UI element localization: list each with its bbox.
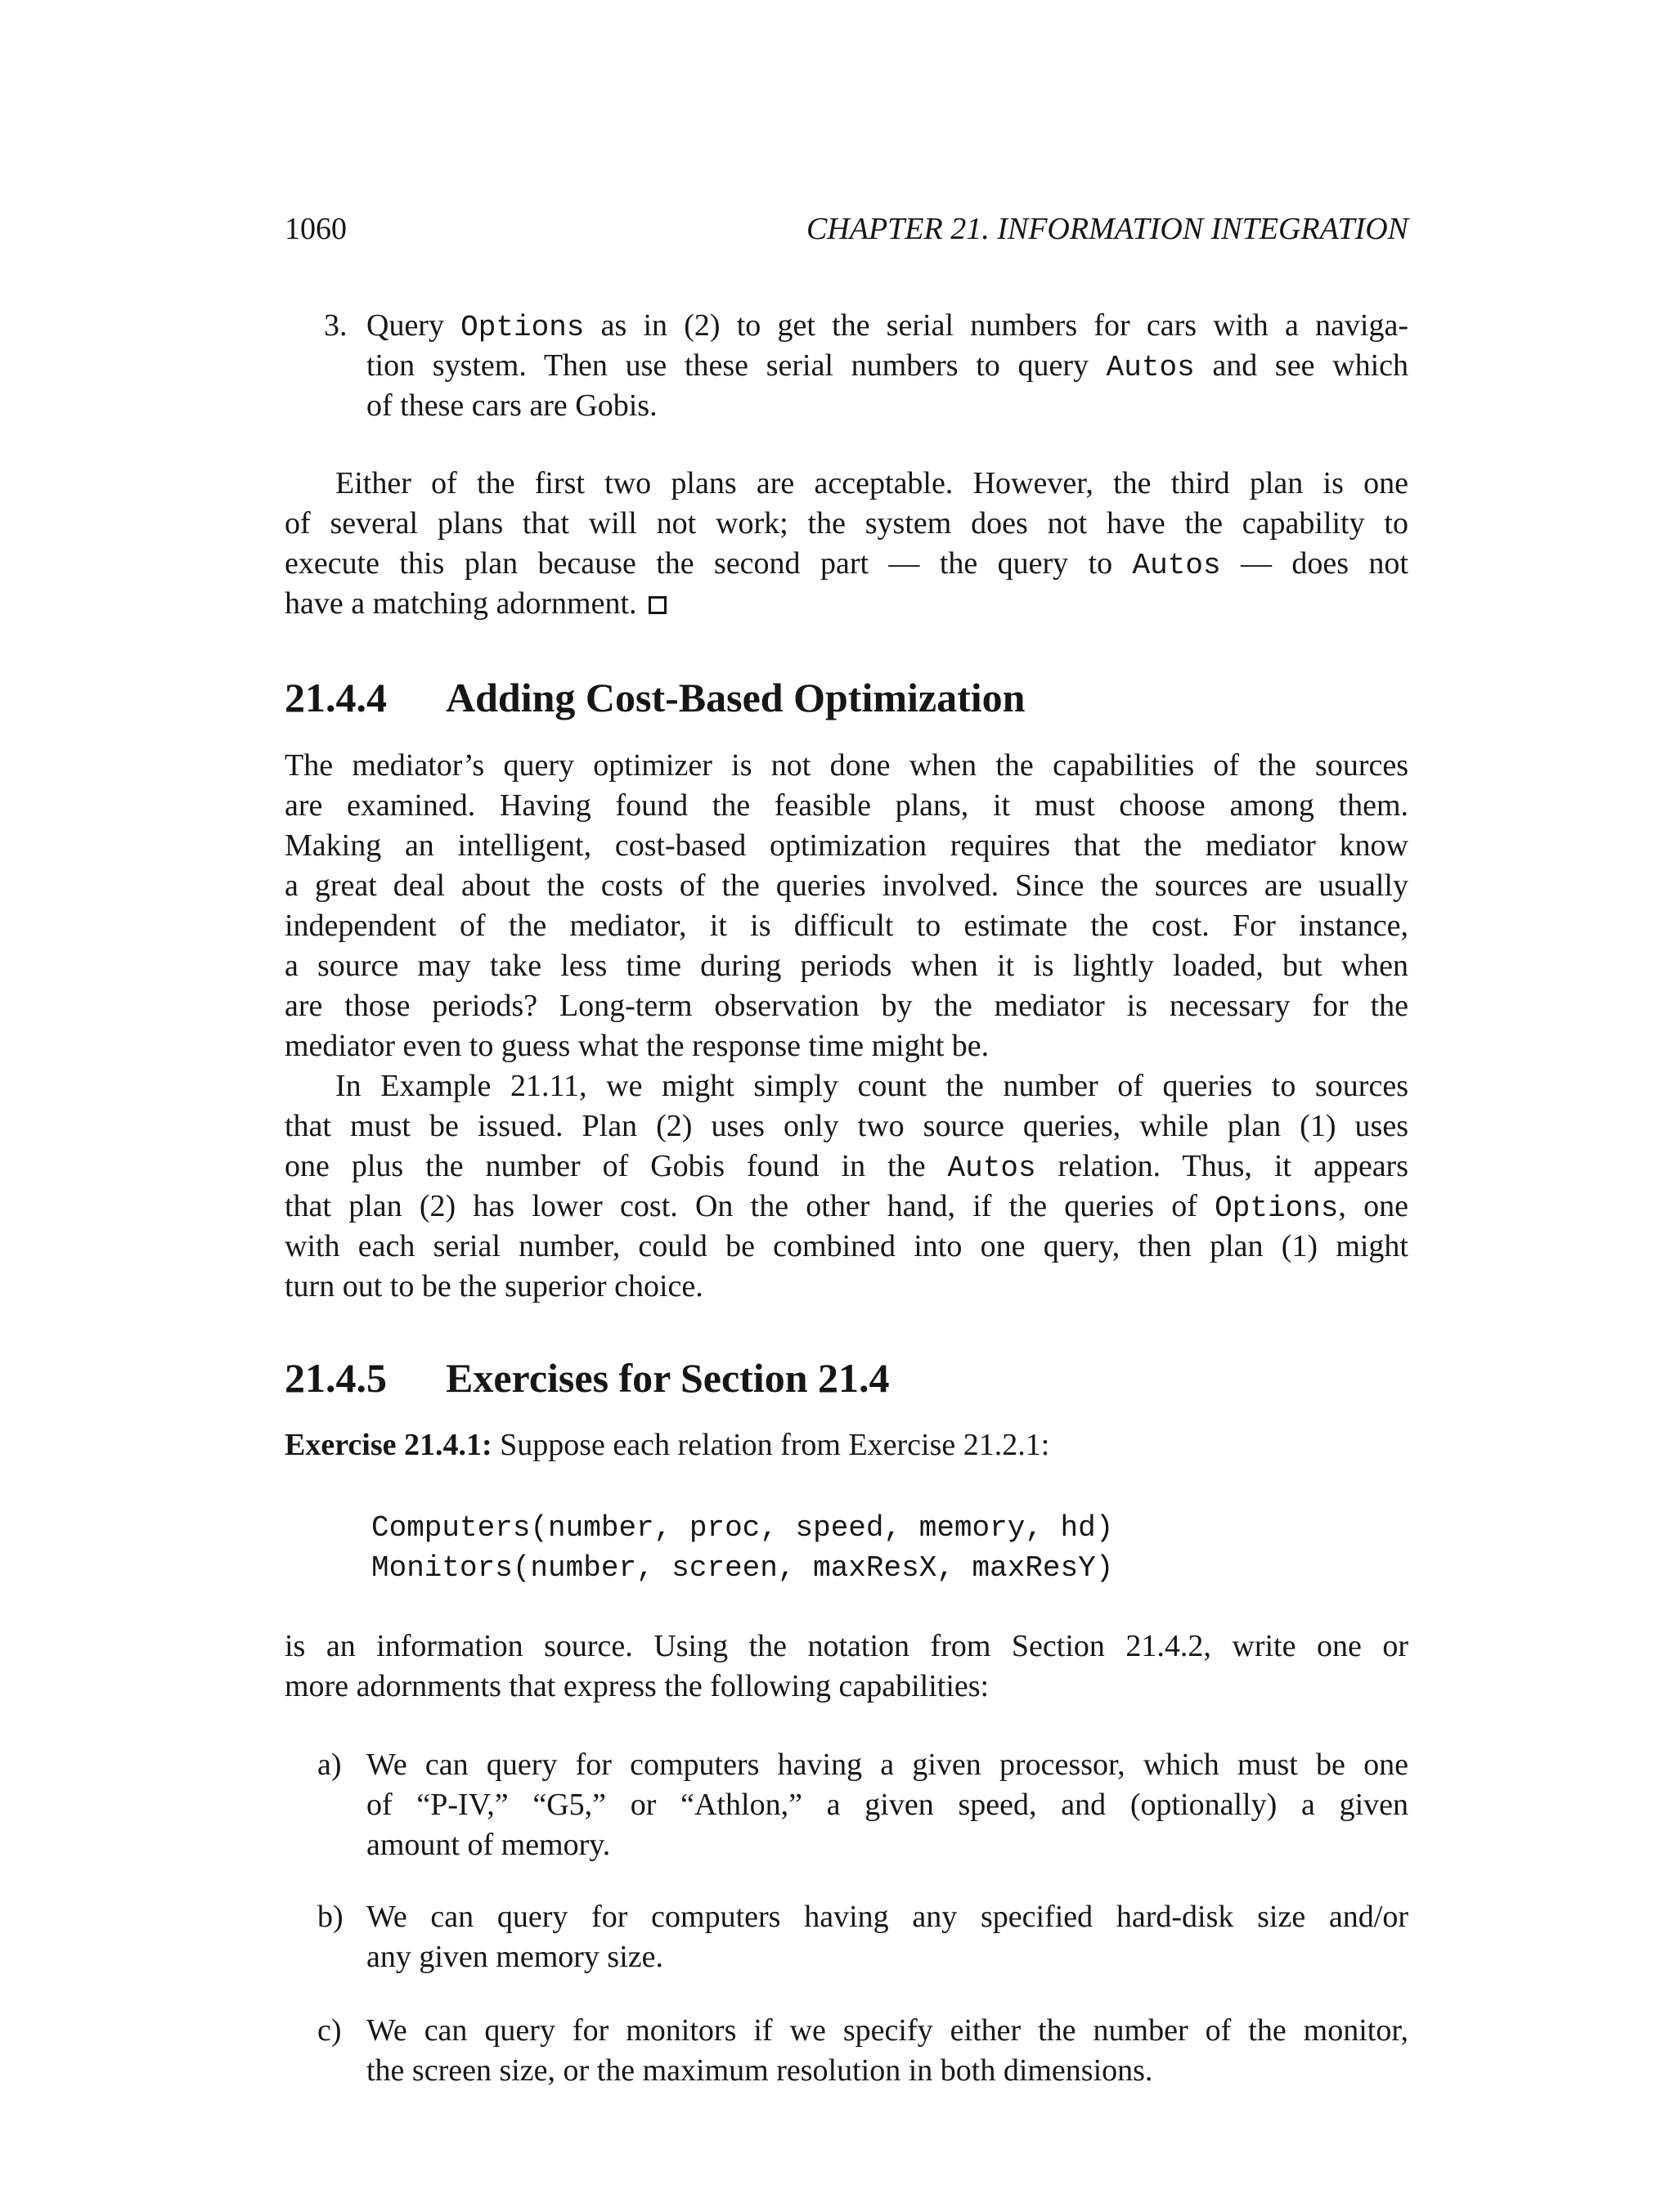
text-line: of these cars are Gobis. — [366, 388, 658, 423]
text-line: Either of the first two plans are acceptable. However, the third plan is one — [335, 466, 1408, 500]
exercise-statement: Exercise 21.4.1: Suppose each relation from Exercise 21.2.1: — [285, 1428, 1050, 1462]
section-heading-21-4-5 — [285, 1354, 890, 1402]
text-line: the screen size, or the maximum resolution in both dimensions. — [366, 2053, 1153, 2088]
paragraph — [285, 1066, 1408, 1307]
list-item-label: b) — [317, 1900, 344, 1934]
text-line: is an information source. Using the notation from Section 21.4.2, write one or — [285, 1629, 1408, 1663]
text-line: of “P-IV,” “G5,” or “Athlon,” a given speed, and (optionally) a given — [366, 1788, 1408, 1822]
code-term: Autos — [1132, 549, 1221, 582]
text-line: The mediator’s query optimizer is not done when the capabilities of the sources — [285, 748, 1408, 783]
text-line: that plan (2) has lower cost. On the other hand, if the queries of Options, one — [285, 1189, 1408, 1225]
text-line: any given memory size. — [366, 1940, 664, 1974]
section-title: Adding Cost-Based Optimization — [446, 675, 1026, 720]
list-item-label: 3. — [324, 308, 348, 343]
paragraph — [285, 464, 1408, 624]
exercise-21-4-1 — [285, 1425, 1408, 1465]
exercise-label: Exercise 21.4.1: — [285, 1428, 492, 1462]
code-line: Monitors(number, screen, maxResX, maxResY) — [371, 1551, 1114, 1585]
text-line: a source may take less time during periods when it is lightly loaded, but when — [285, 949, 1408, 983]
text-line: more adornments that express the following capabilities: — [285, 1669, 990, 1703]
section-title: Exercises for Section 21.4 — [446, 1355, 890, 1401]
code-term: Autos — [947, 1151, 1036, 1185]
code-term: Autos — [1106, 351, 1195, 384]
list-item-c — [317, 2011, 1408, 2101]
text-line: of several plans that will not work; the system does not have the capability to — [285, 506, 1408, 541]
text-line: independent of the mediator, it is difficult to estimate the cost. For instance, — [285, 909, 1408, 943]
list-item-a — [317, 1745, 1408, 1876]
list-item-body — [366, 1745, 1408, 1865]
text-line: turn out to be the superior choice. — [285, 1269, 703, 1303]
text-line: one plus the number of Gobis found in the Autos relation. Thus, it appears — [285, 1149, 1408, 1185]
text-line: execute this plan because the second part — the query to Autos — does not — [285, 546, 1408, 582]
list-item-label: a) — [317, 1748, 342, 1782]
text-line: mediator even to guess what the response time might be. — [285, 1029, 990, 1063]
text-line: We can query for monitors if we specify either the number of the monitor, — [366, 2013, 1408, 2048]
code-term: Options — [1215, 1191, 1339, 1225]
text-line: are examined. Having found the feasible plans, it must choose among them. — [285, 788, 1408, 823]
text-line: a great deal about the costs of the queries involved. Since the sources are usually — [285, 868, 1408, 903]
list-item-body — [366, 306, 1408, 426]
section-number: 21.4.4 — [285, 675, 387, 720]
text-line: In Example 21.11, we might simply count the number of queries to sources — [335, 1069, 1408, 1103]
end-of-proof-box — [649, 596, 667, 614]
text-line: Making an intelligent, cost-based optimization requires that the mediator know — [285, 828, 1408, 863]
chapter-title: CHAPTER 21. INFORMATION INTEGRATION — [806, 212, 1408, 246]
list-item-3 — [324, 306, 1408, 437]
text-line: tion system. Then use these serial numbers to query Autos and see which — [366, 348, 1408, 384]
section-heading-21-4-4 — [285, 674, 1025, 721]
code-block — [371, 1508, 1113, 1588]
text-line: Query Options as in (2) to get the serial numbers for cars with a naviga- — [366, 308, 1408, 344]
paragraph — [285, 1626, 1408, 1707]
text-line: have a matching adornment. — [285, 584, 1408, 624]
text-line: that must be issued. Plan (2) uses only two source queries, while plan (1) uses — [285, 1109, 1408, 1143]
page-number: 1060 — [285, 212, 347, 246]
list-item-body — [366, 2011, 1408, 2091]
code-term: Options — [460, 311, 585, 344]
list-item-b — [317, 1897, 1408, 1987]
code-line: Computers(number, proc, speed, memory, hd) — [371, 1511, 1114, 1545]
text-line: We can query for computers having a given processor, which must be one — [366, 1748, 1408, 1782]
section-number: 21.4.5 — [285, 1355, 387, 1401]
text-line: We can query for computers having any specified hard-disk size and/or — [366, 1900, 1408, 1934]
list-item-label: c) — [317, 2013, 342, 2048]
list-item-body — [366, 1897, 1408, 1977]
text-line: amount of memory. — [366, 1828, 611, 1862]
paragraph — [285, 746, 1408, 1066]
text-line: are those periods? Long-term observation by the mediator is necessary for the — [285, 989, 1408, 1023]
text-line: with each serial number, could be combined into one query, then plan (1) might — [285, 1229, 1408, 1263]
